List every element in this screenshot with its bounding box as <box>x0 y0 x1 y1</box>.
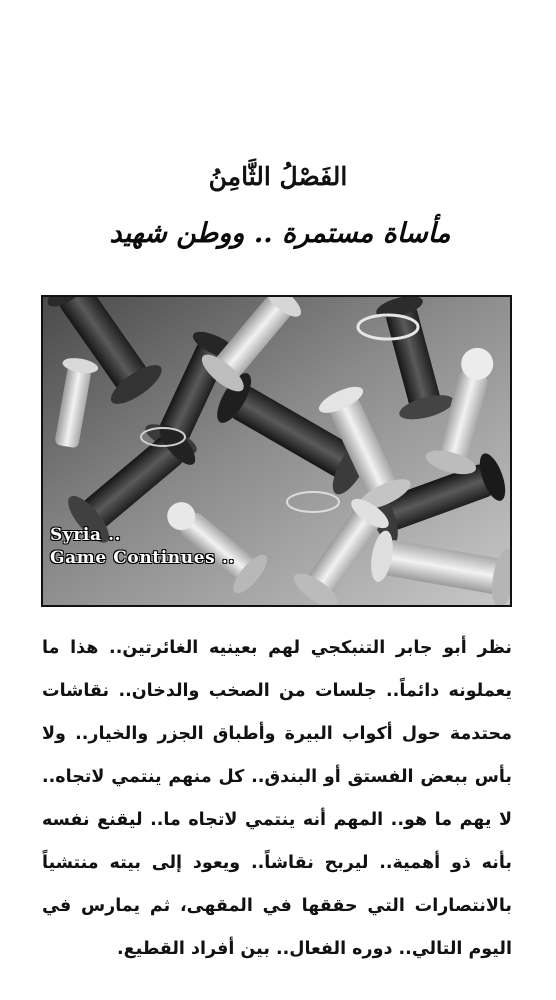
chapter-title: مأساة مستمرة .. ووطن شهيد <box>109 218 451 249</box>
photo-caption-line-2: Game Continues .. <box>50 548 235 568</box>
paragraph-line: بالانتصارات التي حققها في المقهى، ثم يمارس في <box>42 896 512 916</box>
chess-pieces-photo <box>41 295 512 607</box>
paragraph-line: اليوم التالي.. دوره الفعال.. بين أفراد القطيع. <box>116 939 512 959</box>
paragraph-line: بأنه ذو أهمية.. ليربح نقاشاً.. ويعود إلى بيته منتشياً <box>42 853 512 873</box>
paragraph-line: يعملونه دائماً.. جلسات من الصخب والدخان.. نقاشات <box>42 681 512 701</box>
chapter-label: الفَصْلُ الثَّامِنُ <box>208 162 348 191</box>
body-paragraph <box>42 627 512 971</box>
paragraph-line: محتدمة حول أكواب البيرة وأطباق الجزر والخيار.. ولا <box>42 724 512 744</box>
paragraph-line: نظر أبو جابر التنبكجي لهم بعينيه الغائرتين.. هذا ما <box>42 638 512 658</box>
photo-caption-line-1: Syria .. <box>50 525 122 545</box>
paragraph-line: بأس ببعض الفستق أو البندق.. كل منهم ينتمي لاتجاه.. <box>42 767 512 787</box>
paragraph-line: لا يهم ما هو.. المهم أنه ينتمي لاتجاه ما.. ليقنع نفسه <box>42 810 512 830</box>
